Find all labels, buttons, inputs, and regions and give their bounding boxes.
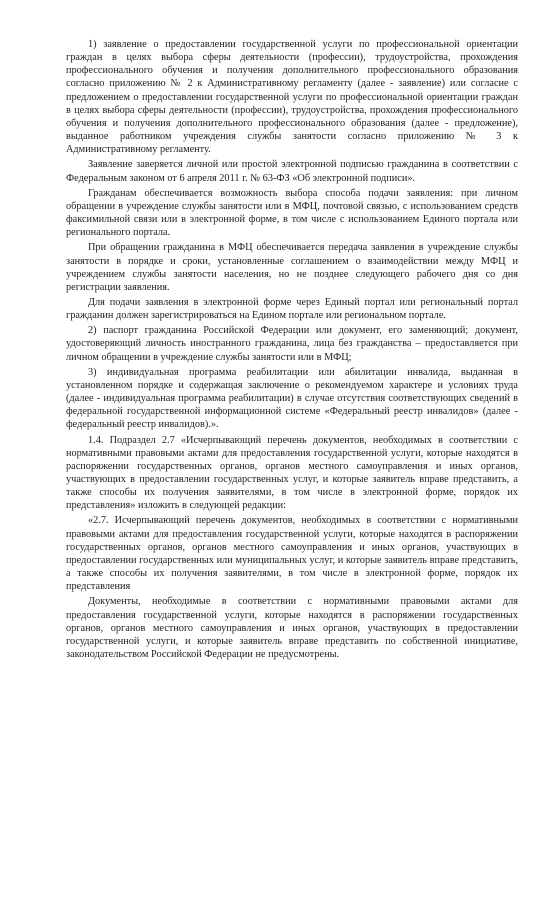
paragraph-documents-not-required: Документы, необходимые в соответствии с нормативными правовыми актами для предоставления государственной услуги, которые находятся в распоряжении государственных органов, органов местного самоуправления и иных органов, участвующих в предоставлении государственной услуги, и которые заявитель вправе представить по собственной инициативе, законодательством Российской Федерации не предусмотрены.	[66, 596, 518, 661]
paragraph-mfc-transfer: При обращении гражданина в МФЦ обеспечивается передача заявления в учреждение службы занятости в порядке и сроки, установленные соглашением о взаимодействии между МФЦ и учреждением службы занятости населения, но не позднее следующего рабочего дня со дня регистрации заявления.	[66, 242, 518, 293]
document-body	[66, 38, 518, 661]
paragraph-rehabilitation-item-3: 3) индивидуальная программа реабилитации или абилитации инвалида, выданная в установленном порядке и содержащая заключение о рекомендуемом характере и условиях труда (далее - индивидуальная программа реабилитации) в случае отсутствия соответствующих сведений в федеральной государственной информационной системе «Федеральный реестр инвалидов» (далее - федеральный реестр инвалидов).».	[66, 366, 518, 431]
paragraph-section-1-4: 1.4. Подраздел 2.7 «Исчерпывающий перечень документов, необходимых в соответствии с нормативными правовыми актами для предоставления государственной услуги, которые находятся в распоряжении государственных органов, органов местного самоуправления и иных органов, участвующих в предоставлении государственных услуг, и которые заявитель вправе представить, а также способы их получения заявителями, в том числе в электронной форме, порядок их представления» изложить в следующей редакции:	[66, 434, 518, 512]
paragraph-section-2-7-title: «2.7. Исчерпывающий перечень документов, необходимых в соответствии с нормативными правовыми актами для предоставления государственной услуги, которые находятся в распоряжении государственных органов, органов местного самоуправления и иных органов, участвующих в предоставлении государственных или муниципальных услуг, и которые заявитель вправе представить, а также способы их получения заявителями, в том числе в электронной форме, порядок их представления	[66, 515, 518, 593]
paragraph-submission-methods: Гражданам обеспечивается возможность выбора способа подачи заявления: при личном обращении в учреждение службы занятости или в МФЦ, почтовой связью, с использованием средств факсимильной связи или в электронной форме, в том числе с использованием Единого портала или регионального портала.	[66, 187, 518, 239]
paragraph-signature: Заявление заверяется личной или простой электронной подписью гражданина в соответствии с Федеральным законом от 6 апреля 2011 г. № 63-ФЗ «Об электронной подписи».	[66, 159, 518, 184]
paragraph-electronic-registration: Для подачи заявления в электронной форме через Единый портал или региональный портал гражданин должен зарегистрироваться на Едином портале или региональном портале.	[66, 296, 518, 322]
paragraph-application-item-1: 1) заявление о предоставлении государственной услуги по профессиональной ориентации граждан в целях выбора сферы деятельности (профессии), трудоустройства, прохождения профессионального обучения и получения дополнительного профессионального образования согласно приложению № 2 к Административному регламенту (далее - заявление) или согласие с предложением о предоставлении государственной услуги по профессиональной ориентации граждан в целях выбора сферы деятельности (профессии), трудоустройства, прохождения профессионального обучения и получения дополнительного профессионального образования (далее - предложение), выданное работником учреждения службы занятости согласно приложению № 3 к Административному регламенту.	[66, 39, 518, 156]
paragraph-passport-item-2: 2) паспорт гражданина Российской Федерации или документ, его заменяющий; документ, удостоверяющий личность иностранного гражданина, лица без гражданства – предоставляется при личном обращении в учреждение службы занятости или в МФЦ;	[66, 325, 518, 363]
